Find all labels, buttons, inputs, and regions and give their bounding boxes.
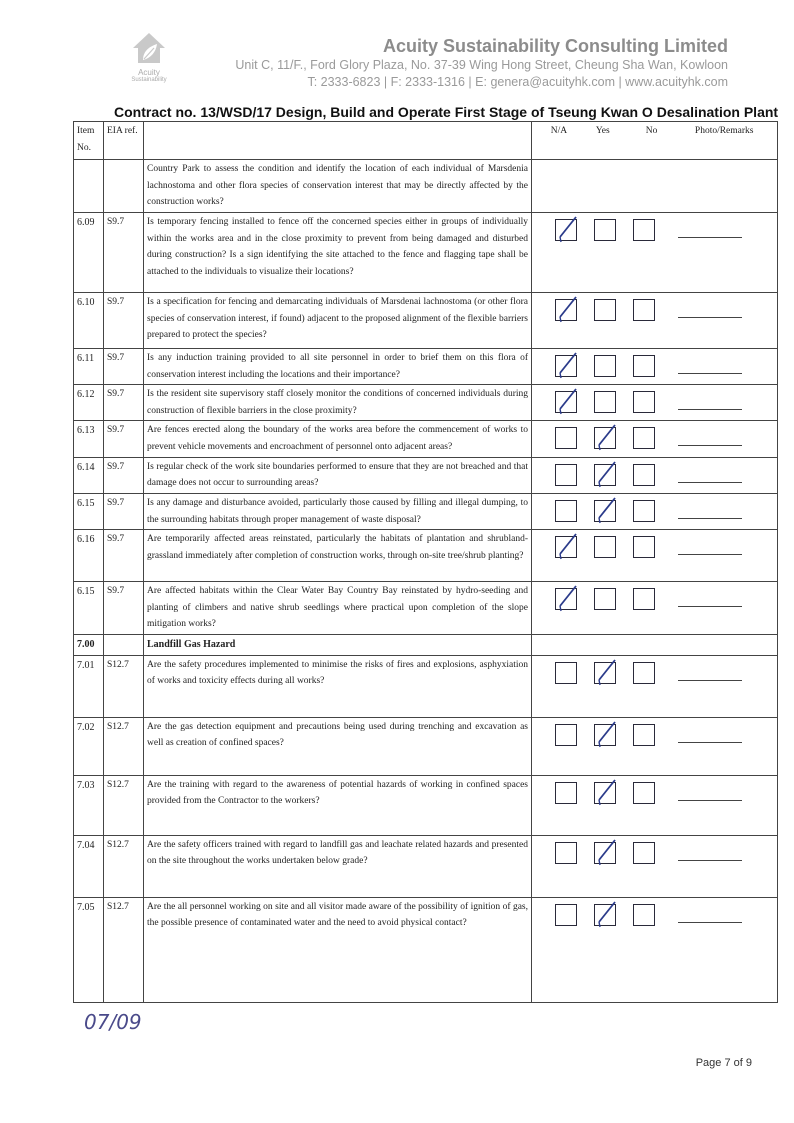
remarks-line — [678, 554, 742, 555]
section-title: Landfill Gas Hazard — [144, 635, 532, 656]
table-row — [74, 530, 778, 582]
checkbox-no[interactable] — [633, 219, 655, 241]
logo-subtitle: Sustainability — [131, 77, 167, 83]
tick-mark-icon — [557, 532, 581, 562]
tick-mark-icon — [596, 496, 620, 526]
question-text: Are the gas detection equipment and precautions being used during trenching and excavation as well as creation of confined spaces? — [144, 717, 532, 775]
checkbox-yes[interactable] — [594, 464, 616, 486]
tick-mark-icon — [596, 778, 620, 808]
checkbox-yes[interactable] — [594, 904, 616, 926]
remarks-line — [678, 606, 742, 607]
checkbox-no[interactable] — [633, 724, 655, 746]
item-no: 7.05 — [74, 897, 104, 1002]
item-no: 6.09 — [74, 212, 104, 292]
question-text: Are the training with regard to the awareness of potential hazards of working in confined spaces provided from the Contractor to the workers? — [144, 775, 532, 835]
table-row — [74, 897, 778, 1002]
checkbox-no[interactable] — [633, 904, 655, 926]
house-leaf-icon — [129, 30, 169, 66]
tick-mark-icon — [557, 584, 581, 614]
remarks-line — [678, 860, 742, 861]
item-no: 7.01 — [74, 655, 104, 717]
company-contact: T: 2333-6823 | F: 2333-1316 | E: genera@acuityhk.com | www.acuityhk.com — [307, 75, 728, 89]
eia-ref: S9.7 — [104, 385, 144, 421]
checkbox-na[interactable] — [555, 219, 577, 241]
continuation-row — [74, 160, 778, 213]
section-no: 7.00 — [74, 635, 104, 656]
checkbox-no[interactable] — [633, 536, 655, 558]
checkbox-yes[interactable] — [594, 355, 616, 377]
eia-ref: S9.7 — [104, 292, 144, 348]
checkbox-yes[interactable] — [594, 724, 616, 746]
table-row — [74, 493, 778, 529]
eia-ref: S12.7 — [104, 655, 144, 717]
checkbox-yes[interactable] — [594, 782, 616, 804]
remarks-line — [678, 680, 742, 681]
tick-mark-icon — [596, 838, 620, 868]
checkbox-na[interactable] — [555, 299, 577, 321]
question-text: Are fences erected along the boundary of the works area before the commencement of works to prevent vehicle movements and encroachment of personnel onto adjacent areas? — [144, 421, 532, 457]
checkbox-yes[interactable] — [594, 500, 616, 522]
checkbox-no[interactable] — [633, 782, 655, 804]
checkbox-yes[interactable] — [594, 391, 616, 413]
table-row — [74, 457, 778, 493]
question-text: Is regular check of the work site boundaries performed to ensure that they are not breached and that damage does not occur to surrounding areas? — [144, 457, 532, 493]
item-no: 6.11 — [74, 348, 104, 384]
checkbox-yes[interactable] — [594, 299, 616, 321]
question-text: Are the safety officers trained with regard to landfill gas and leachate related hazards and presented on the site throughout the works undertaken below grade? — [144, 835, 532, 897]
item-no: 6.10 — [74, 292, 104, 348]
checkbox-na[interactable] — [555, 588, 577, 610]
checkbox-no[interactable] — [633, 588, 655, 610]
remarks-line — [678, 409, 742, 410]
table-row — [74, 582, 778, 635]
eia-ref: S9.7 — [104, 493, 144, 529]
header-item-no: Item No. — [74, 122, 104, 160]
checkbox-no[interactable] — [633, 299, 655, 321]
remarks-line — [678, 518, 742, 519]
checkbox-na[interactable] — [555, 427, 577, 449]
table-header-row — [74, 122, 778, 160]
continuation-text: Country Park to assess the condition and identify the location of each individual of Marsdenia lachnostoma and other flora species of conservation interest that may be directly affected by the construction works? — [144, 160, 532, 213]
item-no: 6.13 — [74, 421, 104, 457]
table-row — [74, 421, 778, 457]
checkbox-yes[interactable] — [594, 536, 616, 558]
checkbox-yes[interactable] — [594, 842, 616, 864]
checkbox-yes[interactable] — [594, 427, 616, 449]
checkbox-na[interactable] — [555, 724, 577, 746]
tick-mark-icon — [596, 460, 620, 490]
eia-ref: S12.7 — [104, 897, 144, 1002]
company-header — [235, 36, 728, 91]
eia-ref: S9.7 — [104, 457, 144, 493]
table-row — [74, 348, 778, 384]
eia-ref: S9.7 — [104, 582, 144, 635]
checkbox-yes[interactable] — [594, 662, 616, 684]
remarks-line — [678, 445, 742, 446]
question-text: Is any damage and disturbance avoided, particularly those caused by filling and illegal dumping, to the surrounding habitats through proper management of waste disposal? — [144, 493, 532, 529]
handwritten-date — [82, 1003, 142, 1039]
logo-name: Acuity — [138, 68, 160, 77]
item-no: 6.12 — [74, 385, 104, 421]
question-text: Are temporarily affected areas reinstated, particularly the habitats of plantation and shrubland-grassland immediately after completion of construction works, through on-site tree/shrub planting? — [144, 530, 532, 582]
checkbox-na[interactable] — [555, 904, 577, 926]
eia-ref: S12.7 — [104, 835, 144, 897]
tick-mark-icon — [557, 387, 581, 417]
checkbox-no[interactable] — [633, 464, 655, 486]
remarks-line — [678, 922, 742, 923]
eia-ref: S12.7 — [104, 775, 144, 835]
table-row — [74, 775, 778, 835]
tick-mark-icon — [596, 900, 620, 930]
checkbox-na[interactable] — [555, 842, 577, 864]
tick-mark-icon — [596, 658, 620, 688]
remarks-line — [678, 742, 742, 743]
checkbox-no[interactable] — [633, 842, 655, 864]
table-row — [74, 212, 778, 292]
eia-ref: S9.7 — [104, 348, 144, 384]
header-yes: Yes — [595, 126, 610, 136]
question-text: Is a specification for fencing and demarcating individuals of Marsdenai lachnostoma (or other flora species of conservation interest, if found) adjacent to the proposed alignment of the flexible barriers prepared to protect the species? — [144, 292, 532, 348]
checkbox-no[interactable] — [633, 427, 655, 449]
header-eia-ref: EIA ref. — [104, 122, 144, 160]
item-no: 6.16 — [74, 530, 104, 582]
remarks-line — [678, 237, 742, 238]
question-text: Are affected habitats within the Clear Water Bay Country Bay reinstated by hydro-seeding and planting of climbers and native shrub seedlings where practical upon completion of the slope mitigation works? — [144, 582, 532, 635]
remarks-line — [678, 800, 742, 801]
question-text: Are the all personnel working on site and all visitor made aware of the possibility of ignition of gas, the possible presence of contaminated water and the need to avoid physical contact? — [144, 897, 532, 1002]
item-no: 6.14 — [74, 457, 104, 493]
tick-mark-icon — [596, 423, 620, 453]
tick-mark-icon — [557, 351, 581, 381]
eia-ref: S9.7 — [104, 530, 144, 582]
header-remarks: Photo/Remarks — [694, 126, 754, 136]
checkbox-na[interactable] — [555, 500, 577, 522]
tick-mark-icon — [557, 215, 581, 245]
handwritten-date-text: 07/09 — [84, 1010, 142, 1034]
checkbox-no[interactable] — [633, 662, 655, 684]
checkbox-na[interactable] — [555, 782, 577, 804]
table-row — [74, 385, 778, 421]
eia-ref: S9.7 — [104, 212, 144, 292]
eia-ref: S9.7 — [104, 421, 144, 457]
checkbox-no[interactable] — [633, 500, 655, 522]
checkbox-na[interactable] — [555, 662, 577, 684]
table-row — [74, 292, 778, 348]
checkbox-no[interactable] — [633, 355, 655, 377]
checkbox-yes[interactable] — [594, 588, 616, 610]
checkbox-na[interactable] — [555, 464, 577, 486]
question-text: Are the safety procedures implemented to minimise the risks of fires and explosions, asphyxiation of works and toxicity effects during all works? — [144, 655, 532, 717]
checklist-table — [73, 121, 778, 1003]
question-text: Is the resident site supervisory staff closely monitor the conditions of concerned individuals during construction of flexible barriers in the close proximity? — [144, 385, 532, 421]
section-row — [74, 635, 778, 656]
checkbox-yes[interactable] — [594, 219, 616, 241]
question-text: Is any induction training provided to all site personnel in order to brief them on this flora of conservation interest including the locations and their importance? — [144, 348, 532, 384]
item-no: 6.15 — [74, 582, 104, 635]
remarks-line — [678, 317, 742, 318]
item-no: 6.15 — [74, 493, 104, 529]
checkbox-na[interactable] — [555, 355, 577, 377]
checkbox-no[interactable] — [633, 391, 655, 413]
tick-mark-icon — [596, 720, 620, 750]
question-text: Is temporary fencing installed to fence off the concerned species either in groups of individually within the works area and in the close proximity to prevent from being damaged and disturbed during construction? Is a sign identifying the site attached to the fence and flagging tape shall be attached to the individuals to visualize their locations? — [144, 212, 532, 292]
eia-ref: S12.7 — [104, 717, 144, 775]
company-logo — [116, 30, 182, 83]
company-address: Unit C, 11/F., Ford Glory Plaza, No. 37-39 Wing Hong Street, Cheung Sha Wan, Kowloon — [235, 58, 728, 72]
checkbox-na[interactable] — [555, 536, 577, 558]
company-name: Acuity Sustainability Consulting Limited — [382, 36, 728, 56]
item-no: 7.04 — [74, 835, 104, 897]
table-row — [74, 655, 778, 717]
page-number: Page 7 of 9 — [695, 1057, 752, 1069]
item-no: 7.02 — [74, 717, 104, 775]
remarks-line — [678, 373, 742, 374]
table-row — [74, 835, 778, 897]
tick-mark-icon — [557, 295, 581, 325]
header-no: No — [645, 126, 658, 136]
header-na: N/A — [550, 126, 568, 136]
item-no: 7.03 — [74, 775, 104, 835]
table-row — [74, 717, 778, 775]
remarks-line — [678, 482, 742, 483]
contract-title: Contract no. 13/WSD/17 Design, Build and Operate First Stage of Tseung Kwan O Desalination Plant — [114, 104, 779, 120]
checkbox-na[interactable] — [555, 391, 577, 413]
